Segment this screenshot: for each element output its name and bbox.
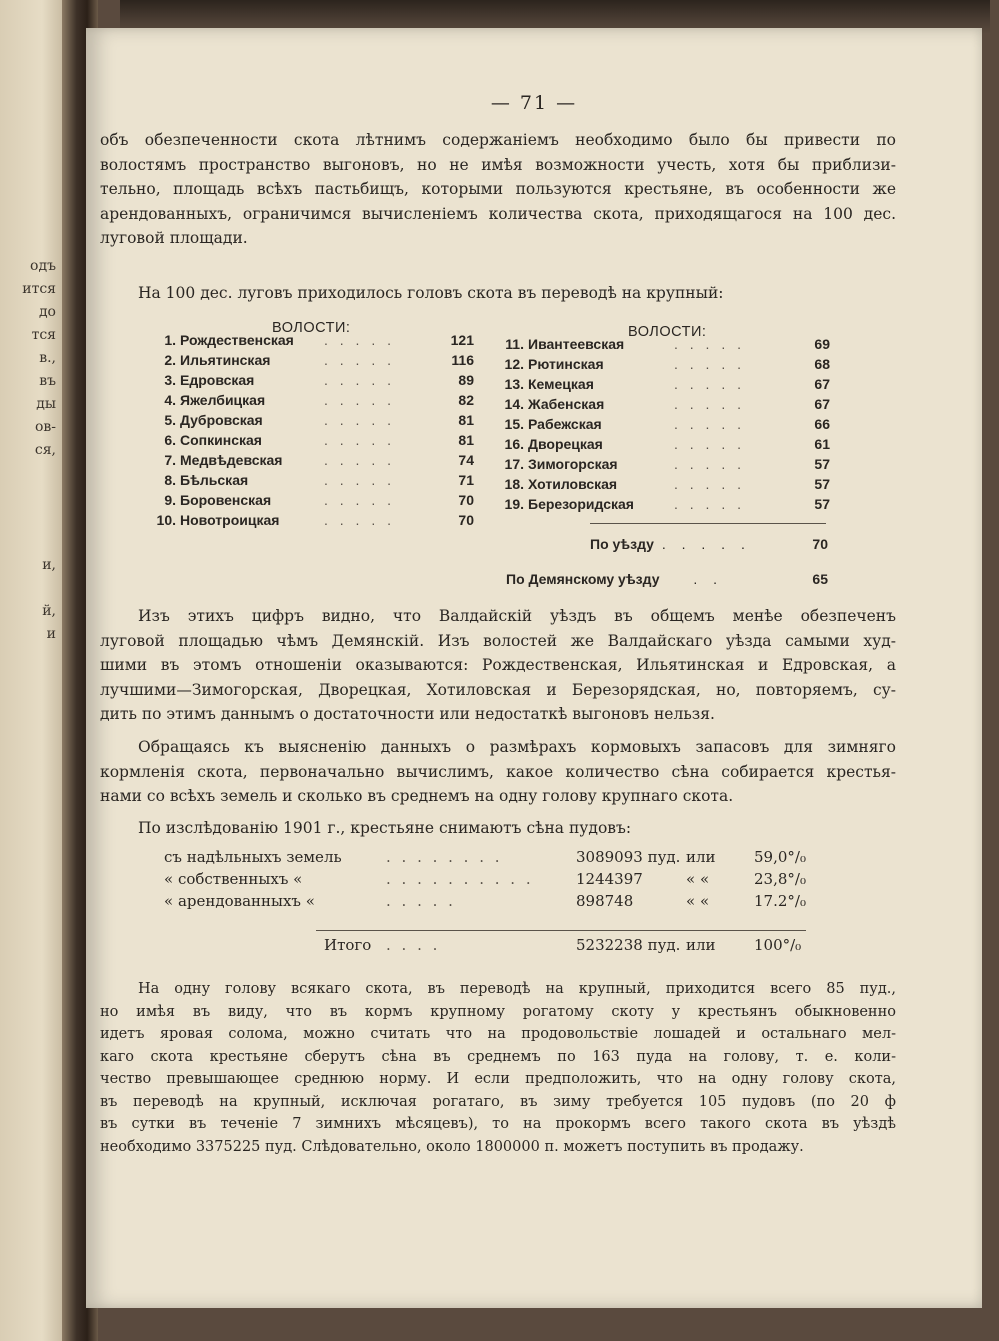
volost-number: 17. xyxy=(504,456,524,472)
hay-amount: 5232238 пуд. xyxy=(576,936,681,954)
paragraph3-line: Обращаясь къ выясненiю данныхъ о размѣрахъ кормовыхъ запасовъ для зимняго xyxy=(138,738,896,756)
hay-intro-line: По изслѣдованiю 1901 г., крестьяне снимаютъ сѣна пудовъ: xyxy=(138,819,632,837)
volost-number: 3. xyxy=(164,372,176,388)
volost-number: 19. xyxy=(504,496,524,512)
paragraph1-line: арендованныхъ, ограничимся вычисленiемъ количества скота, приходящагося на 100 дес. xyxy=(100,204,896,223)
volost-name: Ильятинская xyxy=(180,352,271,368)
volost-value: 66 xyxy=(814,416,830,432)
hay-label: Итого xyxy=(324,936,372,954)
volost-row xyxy=(148,490,474,510)
leader-dots: . . . . . xyxy=(324,332,396,348)
volosti-list-left xyxy=(148,330,474,530)
hay-row xyxy=(164,868,804,890)
volost-value: 67 xyxy=(814,376,830,392)
volost-number: 15. xyxy=(504,416,524,432)
left-page-fragment: ится xyxy=(22,281,56,297)
hay-pct: 59,0°/₀ xyxy=(754,848,806,866)
volost-name: Дубровская xyxy=(180,412,263,428)
leader-dots: . . . . . xyxy=(674,476,746,492)
volost-name: Боровенская xyxy=(180,492,272,508)
volost-value: 74 xyxy=(458,452,474,468)
volost-row xyxy=(148,410,474,430)
volosti-list-right xyxy=(496,334,830,514)
hay-sep: « « xyxy=(686,870,710,888)
table-intro-line: На 100 дес. луговъ приходилось головъ скота въ переводѣ на крупный: xyxy=(138,284,724,302)
total-uezd-row: По уѣзду . . . . . 70 xyxy=(590,536,828,552)
leader-dots: . . . . . xyxy=(674,416,746,432)
leader-dots: . . . . . xyxy=(324,512,396,528)
leader-dots: . . . . . xyxy=(324,372,396,388)
hay-sep: или xyxy=(686,936,716,954)
paragraph2-line: луговой площадью чѣмъ Демянскiй. Изъ волостей же Валдайскаго уѣзда самыми худ- xyxy=(100,631,896,650)
paragraph5-line: необходимо 3375225 пуд. Слѣдовательно, около 1800000 п. можетъ поступить въ продажу. xyxy=(100,1138,804,1155)
total-demyansk-row: По Демянскому уѣзду . . 65 xyxy=(506,571,828,587)
leader-dots: . . . . . xyxy=(674,376,746,392)
left-page-fragment: одъ xyxy=(30,258,56,274)
paragraph5-line: На одну голову всякаго скота, въ переводѣ на крупный, приходится всего 85 пуд., xyxy=(138,981,896,997)
paragraph-hay-per-head xyxy=(100,978,896,1158)
hay-dots: . . . . . . . . xyxy=(386,848,503,866)
volost-number: 7. xyxy=(164,452,176,468)
left-page-fragment: и, xyxy=(42,557,56,573)
paragraph5-line: въ сутки въ теченiе 7 зимнихъ мѣсяцевъ), то на прокормъ всего такого скота въ уѣздѣ xyxy=(100,1116,896,1132)
volost-name: Дворецкая xyxy=(528,436,603,452)
hay-dots: . . . . xyxy=(386,936,441,954)
volost-row xyxy=(148,350,474,370)
left-page-fragment xyxy=(0,577,56,600)
volost-row xyxy=(496,374,830,394)
total-uezd-value: 70 xyxy=(812,536,828,552)
left-page-edge xyxy=(0,0,70,1341)
volost-value: 68 xyxy=(814,356,830,372)
volost-name: Хотиловская xyxy=(528,476,618,492)
volost-number: 14. xyxy=(504,396,524,412)
hay-table xyxy=(164,846,804,912)
leader-dots: . . . . . xyxy=(324,432,396,448)
volost-value: 67 xyxy=(814,396,830,412)
total-demyansk-label: По Демянскому уѣзду xyxy=(506,571,660,587)
paragraph-feed-stocks xyxy=(100,735,896,809)
paragraph2-line: лучшими—Зимогорская, Дворецкая, Хотиловская и Березорядская, но, повторяемъ, су- xyxy=(100,680,896,699)
volost-value: 82 xyxy=(458,392,474,408)
volost-row xyxy=(148,510,474,530)
volost-name: Бѣльская xyxy=(180,472,249,488)
volost-value: 116 xyxy=(451,352,474,368)
volost-value: 121 xyxy=(450,332,474,348)
paragraph3-line: нами со всѣхъ земель и сколько въ среднемъ на одну голову крупнаго скота. xyxy=(100,787,734,805)
volost-row xyxy=(496,414,830,434)
volost-row xyxy=(148,390,474,410)
paragraph3-line: кормленiя скота, первоначально вычислимъ, какое количество сѣна собирается крестья- xyxy=(100,762,896,781)
left-page-fragment: въ xyxy=(39,373,56,389)
leader-dots: . . . . . xyxy=(674,496,746,512)
paragraph5-line: каго скота крестьяне сберутъ сѣна въ среднемъ по 163 пуда на голову, т. е. коли- xyxy=(100,1048,896,1065)
volost-name: Зимогорская xyxy=(528,456,618,472)
leader-dots: . . . . . xyxy=(324,412,396,428)
volost-row xyxy=(496,394,830,414)
hay-pct: 23,8°/₀ xyxy=(754,870,806,888)
volost-value: 81 xyxy=(458,412,474,428)
hay-pct: 100°/₀ xyxy=(754,936,802,954)
volost-name: Едровская xyxy=(180,372,255,388)
volost-name: Ивантеевская xyxy=(528,336,625,352)
volost-name: Сопкинская xyxy=(180,432,262,448)
hay-sep: или xyxy=(686,848,716,866)
hay-sum-rule xyxy=(316,930,806,931)
volost-row xyxy=(148,370,474,390)
column-heading-left: ВОЛОСТИ: xyxy=(272,320,351,336)
column-heading-right: ВОЛОСТИ: xyxy=(628,324,707,340)
volost-name: Березоридская xyxy=(528,496,634,512)
volost-value: 57 xyxy=(814,496,830,512)
volost-name: Яжелбицкая xyxy=(180,392,266,408)
paragraph5-line: идетъ яровая солома, можно считать что на продовольствiе лошадей и остальнаго мел- xyxy=(100,1026,896,1042)
left-page-fragment: до xyxy=(38,304,56,320)
hay-label: « собственныхъ « xyxy=(164,870,303,888)
paragraph5-line: чество превышающее среднюю норму. И если предположить, что на одну голову скота, xyxy=(100,1071,896,1087)
volost-name: Новотроицкая xyxy=(180,512,280,528)
left-page-fragment: ды xyxy=(36,396,56,412)
volost-row xyxy=(148,330,474,350)
left-page-fragment xyxy=(0,462,56,485)
volost-row xyxy=(496,474,830,494)
volost-name: Жабенская xyxy=(528,396,605,412)
left-page-fragment: ся, xyxy=(34,442,56,458)
hay-total-row xyxy=(164,934,804,956)
total-uezd-label: По уѣзду xyxy=(590,536,654,552)
paragraph1-line: волостямъ пространство выгоновъ, но не имѣя возможности учесть, хотя бы приблизи- xyxy=(100,155,896,174)
hay-label: съ надѣльныхъ земель xyxy=(164,848,342,866)
left-page-fragment: тся xyxy=(31,327,56,343)
book-page xyxy=(86,28,982,1308)
volost-row xyxy=(148,450,474,470)
volost-number: 8. xyxy=(164,472,176,488)
paragraph1-line: луговой площади. xyxy=(100,229,248,247)
paragraph2-line: Изъ этихъ цифръ видно, что Валдайскiй уѣздъ въ общемъ менѣе обезпеченъ xyxy=(138,607,896,625)
left-page-text-fragments xyxy=(0,255,62,646)
left-page-fragment: в., xyxy=(39,350,56,366)
hay-amount: 3089093 пуд. xyxy=(576,848,681,866)
volost-value: 57 xyxy=(814,476,830,492)
leader-dots: . . . . . xyxy=(324,492,396,508)
volost-value: 89 xyxy=(458,372,474,388)
hay-row xyxy=(164,890,804,912)
leader-dots: . . . . . xyxy=(674,336,746,352)
paragraph-livestock-pasture xyxy=(100,128,896,251)
paragraph2-line: дить по этимъ даннымъ о достаточности или недостаткѣ выгоновъ нельзя. xyxy=(100,705,715,723)
volost-row xyxy=(496,434,830,454)
hay-row xyxy=(164,846,804,868)
volost-number: 11. xyxy=(505,336,524,352)
hay-row xyxy=(164,934,804,956)
hay-sep: « « xyxy=(686,892,710,910)
total-demyansk-value: 65 xyxy=(812,571,828,587)
hay-pct: 17.2°/₀ xyxy=(754,892,806,910)
volost-number: 4. xyxy=(164,392,176,408)
volost-number: 10. xyxy=(156,512,176,528)
hay-dots: . . . . . . . . . . xyxy=(386,870,534,888)
left-page-fragment xyxy=(0,531,56,554)
volost-number: 6. xyxy=(164,432,176,448)
volost-value: 61 xyxy=(814,436,830,452)
volost-value: 69 xyxy=(814,336,830,352)
left-page-fragment xyxy=(0,508,56,531)
volost-value: 70 xyxy=(458,492,474,508)
volost-name: Медвѣдевская xyxy=(180,452,283,468)
paragraph5-line: въ переводѣ на крупный, исключая рогатаго, въ зиму требуется 105 пудовъ (по 20 ф xyxy=(100,1093,896,1110)
volost-number: 13. xyxy=(504,376,524,392)
leader-dots: . . . . . xyxy=(324,472,396,488)
volost-name: Рабежская xyxy=(528,416,602,432)
leader-dots: . . . . . xyxy=(674,436,746,452)
volost-number: 5. xyxy=(164,412,176,428)
hay-dots: . . . . . xyxy=(386,892,456,910)
paragraph2-line: шими въ этомъ отношенiи оказываются: Рождественская, Ильятинская и Едровская, а xyxy=(100,656,896,674)
left-page-fragment: й, xyxy=(42,603,56,619)
volost-value: 81 xyxy=(458,432,474,448)
leader-dots: . . . . . xyxy=(674,396,746,412)
paragraph5-line: но имѣя въ виду, что въ кормъ крупному рогатому скоту у крестьянъ обыкновенно xyxy=(100,1003,896,1020)
volost-row xyxy=(496,354,830,374)
left-page-fragment: и xyxy=(46,626,56,642)
volost-row xyxy=(148,470,474,490)
volost-number: 2. xyxy=(164,352,176,368)
page-number: — 71 — xyxy=(490,92,578,114)
left-page-fragment xyxy=(0,485,56,508)
volost-number: 1. xyxy=(164,332,176,348)
paragraph1-line: объ обезпеченности скота лѣтнимъ содержанiемъ необходимо было бы привести по xyxy=(100,131,896,149)
sum-rule xyxy=(590,523,826,524)
volost-number: 18. xyxy=(504,476,524,492)
hay-label: « арендованныхъ « xyxy=(164,892,315,910)
volost-name: Рождественская xyxy=(180,332,294,348)
volost-name: Кемецкая xyxy=(528,376,594,392)
volost-value: 57 xyxy=(814,456,830,472)
volost-number: 12. xyxy=(504,356,524,372)
leader-dots: . . . . . xyxy=(324,452,396,468)
paragraph-conclusion xyxy=(100,604,896,727)
leader-dots: . . . . . xyxy=(674,356,746,372)
volost-value: 70 xyxy=(458,512,474,528)
volost-name: Рютинская xyxy=(528,356,604,372)
volost-number: 9. xyxy=(164,492,176,508)
volost-row xyxy=(496,334,830,354)
volost-number: 16. xyxy=(504,436,524,452)
leader-dots: . . . . . xyxy=(674,456,746,472)
volost-value: 71 xyxy=(458,472,474,488)
leader-dots: . . . . . xyxy=(324,352,396,368)
leader-dots: . . . . . xyxy=(324,392,396,408)
hay-amount: 898748 xyxy=(576,892,634,910)
volost-row xyxy=(496,494,830,514)
hay-amount: 1244397 xyxy=(576,870,643,888)
volost-row xyxy=(148,430,474,450)
left-page-fragment: ов- xyxy=(34,419,56,435)
volost-row xyxy=(496,454,830,474)
paragraph1-line: тельно, площадь всѣхъ пастьбищъ, которыми пользуются крестьяне, въ особенности же xyxy=(100,180,896,198)
